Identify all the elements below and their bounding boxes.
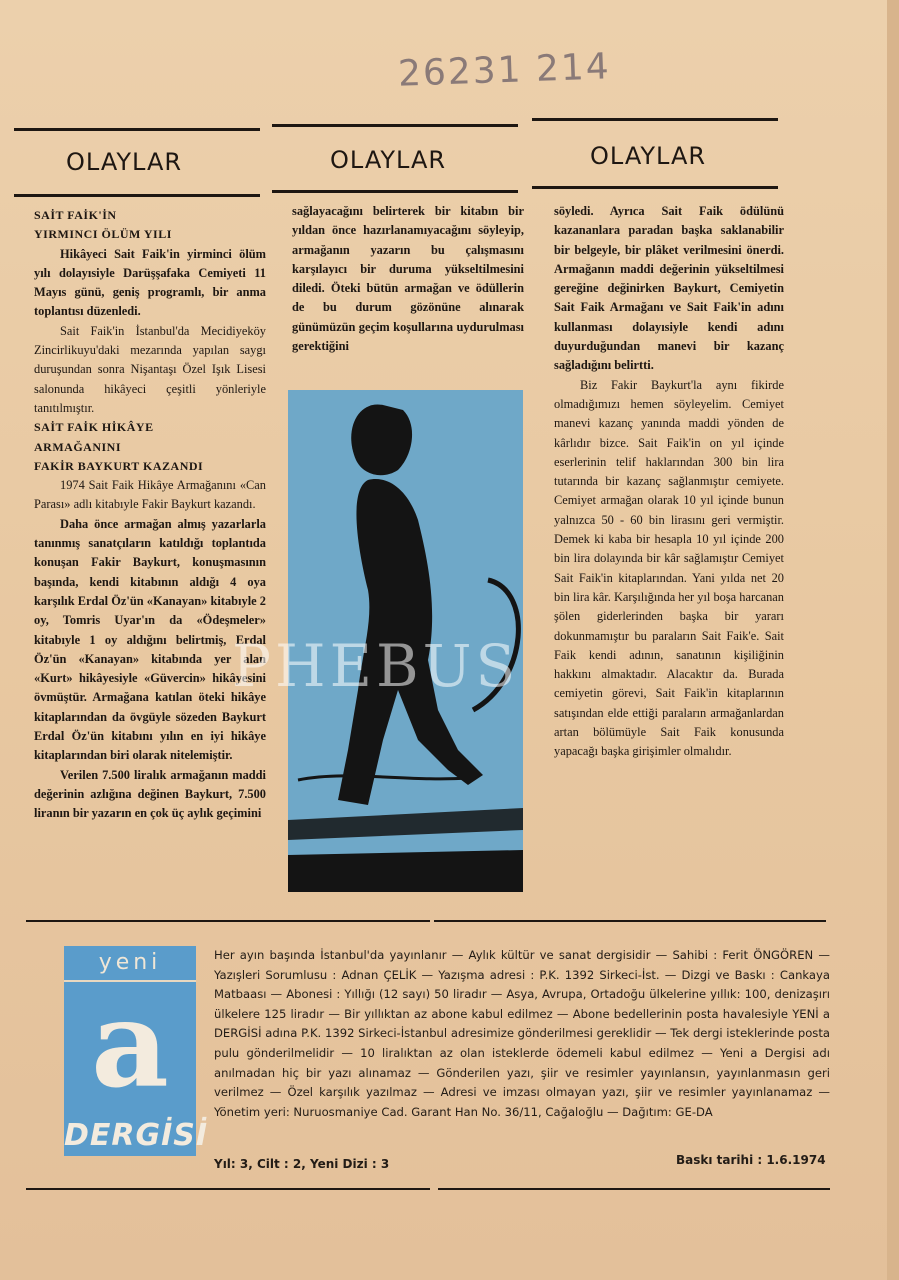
col1-paragraph: ARMAĞANINI [34, 439, 121, 454]
footer-rule-1 [26, 1188, 430, 1190]
head-rule-3 [532, 186, 778, 189]
col1-paragraph: FAKİR BAYKURT KAZANDI [34, 458, 204, 473]
issue-info: Yıl: 3, Cilt : 2, Yeni Dizi : 3 [214, 1157, 390, 1171]
col2-paragraph: sağlayacağını belirterek bir kitabın bir yıldan önce hazırlanamıyacağını söyleyip, armağanın yazarın bu çalışmasını karşılayıcı bir duruma yükseltilmesini diledi. Öteki bütün armağan ve ödüllerin de bu durum gözönüne alınarak günümüzün geçim koşullarına uydurulması gerektiğini [292, 204, 524, 354]
head-rule-1 [14, 194, 260, 197]
col1-paragraph: SAİT FAİK HİKÂYE [34, 420, 154, 435]
col1-paragraph: 1974 Sait Faik Hikâye Armağanını «Can Parası» adlı kitabıyle Fakir Baykurt kazandı. [34, 478, 266, 512]
bottom-rule-1 [26, 920, 430, 922]
col1-paragraph: SAİT FAİK'İN [34, 208, 117, 222]
handwritten-number: 26231 214 [397, 46, 612, 95]
article-column-1 [34, 206, 266, 824]
footer-rule-2 [438, 1188, 830, 1190]
col1-paragraph: Verilen 7.500 liralık armağanın maddi değerinin azlığına değinen Baykurt, 7.500 liranın bir yazarın en çok üç aylık geçimini [34, 767, 266, 821]
logo-dergisi: DERGİSİ [64, 1118, 209, 1153]
page-edge [887, 0, 899, 1280]
article-column-2 [292, 202, 524, 356]
imprint-text: Her ayın başında İstanbul'da yayınlanır — Aylık kültür ve sanat dergisidir — Sahibi : Ferit ÖNGÖREN — Yazışleri Sorumlusu : Adnan ÇELİK — Yazışma adresi : P.K. 1392 Sirkeci-İst. — Dizgi ve Baskı : Cankaya Matbaası — Abonesi : Yıllığı (12 sayı) 50 liradır — Asya, Avrupa, Ortadoğu ülkelerine yıllık: 100, denizaşırı ülkelere 125 liradır — Bir yıllıktan az abone kabul edilmez — Abone bedellerinin posta havalesiyle YENİ a DERGİSİ adına P.K. 1392 Sirkeci-İstanbul adresimize gönderilmesi gereklidir — Tek dergi isteklerinde posta pulu gönderilmelidir — 10 liralıktan az olan isteklerde ödemeli kabul edilmez — Yeni a Dergisi adı anılmadan hiç bir yazı alınamaz — Gönderilen yazı, şiir ve resimler yayınlansın, yayınlanmasın geri verilmez — Özel karşılık yazılmaz — Adresi ve imzası olmayan yazı, şiir ve resimler yayınlanamaz — Yönetim yeri: Nuruosmaniye Cad. Garant Han No. 36/11, Cağaloğlu — Dağıtım: GE-DA [214, 948, 830, 1119]
watermark: PHEBUS [232, 632, 520, 700]
yeni-a-dergisi-logo [64, 946, 209, 1156]
column-heading-1: OLAYLAR [66, 148, 183, 176]
top-rule-1 [14, 128, 260, 131]
col1-paragraph: Sait Faik'in İstanbul'da Mecidiyeköy Zincirlikuyu'daki mezarında yapılan saygı duruşundan sonra Nişantaşı Özel Işık Lisesi salonunda hikâyeci çeşitli yönleriyle tanıtılmıştır. [34, 323, 266, 415]
logo-yeni: yeni [64, 946, 196, 982]
bottom-rule-2 [434, 920, 826, 922]
top-rule-3 [532, 118, 778, 121]
col1-paragraph: YIRMINCI ÖLÜM YILI [34, 227, 172, 242]
column-heading-3: OLAYLAR [590, 142, 707, 170]
col1-paragraph: Daha önce armağan almış yazarlarla tanınmış sanatçıların katıldığı toplantıda konuşan Fakir Baykurt, konuşmasının başında, kendi kitabının aldığı 4 oya karşılık Erdal Öz'ün «Kanayan» kitabıyle 2 oy, Tomris Uyar'ın da «Ödeşmeler» kitabıyle 1 oy aldığını belirtmiş, Erdal Öz'ün «Kanayan» kitabında yer alan «Kurt» hikâyesiyle «Güvercin» hikâyesini övmüştür. Armağana katılan öteki hikâye kitaplarından da övgüyle sözeden Baykurt Erdal Öz'ün kitabını yılın en iyi hikâye kitaplarından biri olarak nitelemiştir. [34, 516, 266, 763]
col3-paragraph: Biz Fakir Baykurt'la aynı fikirde olmadığımızı hemen söyleyelim. Cemiyet manevi kazanç yanında maddi yönden de kârlıdır bizce. Sait Faik'in on yıl içinde eserlerinin telif haklarından 300 bin lira tutarında bir kazanç sağlanmıştır cemiyete. Cemiyet armağan olarak 10 yıl içinde bunun yalnızca 50 - 60 bin lirasını geri vermiştir. Demek ki kaba bir hesapla 10 yıl içinde 200 bin lira dolayında bir kâr sağlamıştır Cemiyet Sait Faik'in kitaplarından. Yani yılda net 20 bin lira kâr. Karşılığında her yıl boşa harcanan şölen giderlerinden başka bir yararı dokunmamıştır bu paraların Sait Faik'e. Sait Faik kendi adının, sanatının kişiliğinin hakkını almaktadır. Alacaktır da. Burada cemiyetin görevi, Sait Faik'in kitaplarının satışından elde ettiği paraların armağanlardan artan bölümüyle Sait Faik konusunda yapacağı başka girişimler olmalıdır. [554, 377, 784, 759]
article-column-3 [554, 202, 784, 762]
top-rule-2 [272, 124, 518, 127]
col1-paragraph: Hikâyeci Sait Faik'in yirminci ölüm yılı dolayısiyle Darüşşafaka Cemiyeti 11 Mayıs günü, geniş programlı, bir anma toplantısı düzenledi. [34, 246, 266, 319]
print-date: Baskı tarihi : 1.6.1974 [676, 1153, 826, 1167]
col3-paragraph: söyledi. Ayrıca Sait Faik ödülünü kazananlara paradan başka saklanabilir bir belgeyle, bir plâket verilmesini önerdi. Armağanın maddi değerinin yükseltilmesi gereğine değinirken Baykurt, Cemiyetin Sait Faik Armağanı ve Sait Faik'in adını kullanması dolayısiyle kendi adını duyurduğundan manevi bir kazanç sağladığını belirtti. [554, 204, 784, 373]
head-rule-2 [272, 190, 518, 193]
logo-a: a [91, 974, 169, 1115]
column-heading-2: OLAYLAR [330, 146, 447, 174]
